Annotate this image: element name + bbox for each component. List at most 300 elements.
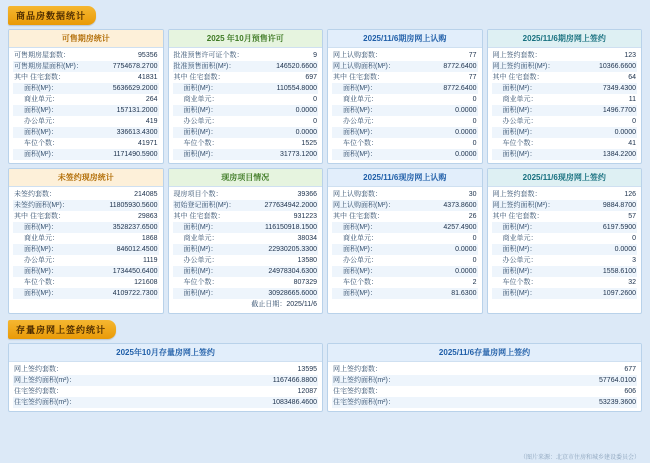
data-row xyxy=(332,94,478,105)
row-value: 5636629.2000 xyxy=(112,85,158,92)
newhouse-card-grid xyxy=(8,29,642,164)
row-label: 面积(M²)： xyxy=(183,268,218,275)
row-label: 面积(M²)： xyxy=(343,224,377,231)
card-presale-available xyxy=(8,29,164,164)
row-label: 其中 住宅套数： xyxy=(333,74,384,81)
data-row xyxy=(332,266,478,277)
row-label: 办公单元： xyxy=(502,257,538,264)
row-label: 办公单元： xyxy=(502,118,538,125)
row-value: 0.0000 xyxy=(614,129,636,136)
data-row xyxy=(173,61,319,72)
data-row xyxy=(13,364,318,375)
data-row xyxy=(332,116,478,127)
row-label: 初始登记面积(M²)： xyxy=(173,202,236,209)
row-value: 1083486.4600 xyxy=(272,399,317,406)
row-value: 8772.6400 xyxy=(443,85,477,92)
data-row xyxy=(492,288,638,299)
row-value: 53239.3600 xyxy=(599,399,636,406)
data-row xyxy=(332,255,478,266)
row-value: 606 xyxy=(624,388,636,395)
row-label: 面积(M²)： xyxy=(24,151,58,158)
row-value: 697 xyxy=(305,74,317,81)
row-value: 157131.2000 xyxy=(116,107,158,114)
row-value: 30 xyxy=(468,191,477,198)
row-value: 1558.6100 xyxy=(602,268,636,275)
row-value: 3528237.6500 xyxy=(112,224,158,231)
row-label: 面积(M²)： xyxy=(183,224,218,231)
data-row xyxy=(13,83,159,94)
data-row xyxy=(13,61,159,72)
data-row xyxy=(332,386,637,397)
row-label: 办公单元： xyxy=(343,118,378,125)
data-row xyxy=(13,50,159,61)
card-rows xyxy=(328,48,482,163)
row-value: 4109722.7300 xyxy=(112,290,158,297)
row-label: 面积(M²)： xyxy=(343,246,377,253)
card-rows xyxy=(169,48,323,163)
row-label: 面积(M²)： xyxy=(502,107,537,114)
row-label: 面积(M²)： xyxy=(502,268,537,275)
row-value: 7754678.2700 xyxy=(112,63,158,70)
row-value: 0 xyxy=(313,118,317,125)
data-row xyxy=(332,364,637,375)
row-value: 41831 xyxy=(138,74,158,81)
data-row xyxy=(13,233,159,244)
row-value: 0.0000 xyxy=(455,268,477,275)
source-footnote: （图片来源：北京市住房和城乡建设委员会） xyxy=(519,455,640,461)
row-value: 0 xyxy=(472,235,477,242)
row-label: 面积(M²)： xyxy=(183,151,218,158)
row-label: 网上认购套数： xyxy=(333,52,382,59)
row-value: 22930205.3300 xyxy=(268,246,317,253)
row-value: 4257.4900 xyxy=(443,224,477,231)
row-value: 9 xyxy=(313,52,317,59)
row-label: 面积(M²)： xyxy=(24,107,58,114)
data-row xyxy=(13,116,159,127)
row-label: 可售期房屋面积(M²)： xyxy=(14,63,83,70)
row-label: 住宅签约面积(m²)： xyxy=(333,399,395,406)
row-label: 网上签约套数： xyxy=(14,366,63,373)
row-value: 0.0000 xyxy=(455,129,477,136)
section-title-newhouse: 商品房数据统计 xyxy=(8,6,96,25)
row-label: 其中 住宅套数： xyxy=(14,74,65,81)
row-label: 其中 住宅套数： xyxy=(492,74,544,81)
data-row xyxy=(173,255,319,266)
data-row xyxy=(492,211,638,222)
data-row xyxy=(173,222,319,233)
data-row xyxy=(173,116,319,127)
data-row xyxy=(492,233,638,244)
row-label: 网上签约面积(m²)： xyxy=(14,377,76,384)
row-value: 0 xyxy=(472,140,477,147)
card-existing-online-contract xyxy=(487,168,643,314)
data-row xyxy=(13,386,318,397)
row-value: 11805930.5600 xyxy=(109,202,158,209)
newhouse-card-grid-second xyxy=(8,168,642,314)
row-label: 其中 住宅套数： xyxy=(14,213,65,220)
row-label: 面积(M²)： xyxy=(502,129,537,136)
row-value: 931223 xyxy=(293,213,317,220)
data-row xyxy=(13,288,159,299)
row-label: 住宅签约套数： xyxy=(14,388,63,395)
data-row xyxy=(492,200,638,211)
row-value: 0.0000 xyxy=(295,129,317,136)
row-value: 24978304.6300 xyxy=(268,268,317,275)
card-rows xyxy=(328,187,482,302)
row-label: 车位个数： xyxy=(24,279,59,286)
card-rows xyxy=(9,362,322,411)
data-row xyxy=(492,222,638,233)
data-row xyxy=(332,211,478,222)
row-value: 95356 xyxy=(138,52,158,59)
data-row xyxy=(492,189,638,200)
data-row xyxy=(13,266,159,277)
card-rows xyxy=(169,187,323,313)
data-row xyxy=(492,138,638,149)
row-value: 110554.8000 xyxy=(276,85,317,92)
data-row xyxy=(332,244,478,255)
row-value: 419 xyxy=(145,118,158,125)
card-title: 现房项目情况 xyxy=(169,169,323,187)
row-label: 网上认购套数： xyxy=(333,191,382,198)
data-row xyxy=(13,105,159,116)
row-label: 其中 住宅套数： xyxy=(173,213,225,220)
row-label: 商业单元： xyxy=(502,96,538,103)
row-label: 商业单元： xyxy=(24,235,59,242)
row-value: 1868 xyxy=(141,235,158,242)
row-label: 面积(M²)： xyxy=(343,85,377,92)
card-rows xyxy=(9,48,163,163)
data-row xyxy=(173,72,319,83)
row-value: 336613.4300 xyxy=(116,129,158,136)
card-stock-contract-oct xyxy=(8,343,323,412)
card-presale-online-subscription xyxy=(327,29,483,164)
row-value: 0.0000 xyxy=(455,246,477,253)
card-title: 2025/11/6期房网上认购 xyxy=(328,30,482,48)
row-label: 未签约面积(M²)： xyxy=(14,202,69,209)
data-row xyxy=(13,222,159,233)
data-row xyxy=(492,50,638,61)
row-label: 住宅签约套数： xyxy=(333,388,382,395)
row-value: 38034 xyxy=(297,235,317,242)
row-label: 商业单元： xyxy=(24,96,59,103)
row-value: 1384.2200 xyxy=(602,151,636,158)
row-value: 12087 xyxy=(297,388,317,395)
row-value: 32 xyxy=(628,279,636,286)
row-label: 面积(M²)： xyxy=(183,107,218,114)
data-row xyxy=(492,105,638,116)
data-row xyxy=(332,50,478,61)
data-row xyxy=(173,149,319,160)
data-row xyxy=(492,127,638,138)
card-title: 2025/11/6现房网上签约 xyxy=(488,169,642,187)
data-row xyxy=(492,72,638,83)
row-value: 126 xyxy=(624,191,636,198)
row-label: 现房项目个数： xyxy=(173,191,223,198)
row-label: 办公单元： xyxy=(183,257,219,264)
row-value: 77 xyxy=(468,52,477,59)
row-value: 13595 xyxy=(297,366,317,373)
row-value: 0 xyxy=(472,118,477,125)
row-label: 网上签约套数： xyxy=(492,52,542,59)
row-label: 面积(M²)： xyxy=(343,290,377,297)
card-title: 2025/11/6现房网上认购 xyxy=(328,169,482,187)
data-row xyxy=(492,244,638,255)
data-row xyxy=(492,116,638,127)
data-row xyxy=(332,105,478,116)
row-value: 29863 xyxy=(138,213,158,220)
data-row xyxy=(332,277,478,288)
card-presale-permit-oct xyxy=(168,29,324,164)
row-value: 7349.4300 xyxy=(602,85,636,92)
data-row xyxy=(13,211,159,222)
data-row xyxy=(13,149,159,160)
data-row xyxy=(492,94,638,105)
data-row xyxy=(332,200,478,211)
row-label: 面积(M²)： xyxy=(343,107,377,114)
row-label: 截止日期： xyxy=(251,301,287,308)
row-label: 其中 住宅套数： xyxy=(173,74,225,81)
row-label: 批准预售许可证个数： xyxy=(173,52,244,59)
row-label: 商业单元： xyxy=(343,96,378,103)
row-value: 116150918.1500 xyxy=(264,224,317,231)
data-row xyxy=(13,200,159,211)
row-label: 其中 住宅套数： xyxy=(333,213,384,220)
card-title: 2025年10月存量房网上签约 xyxy=(9,344,322,362)
data-row xyxy=(173,200,319,211)
row-label: 网上签约面积(M²)： xyxy=(492,63,555,70)
row-label: 面积(M²)： xyxy=(502,224,537,231)
row-value: 77 xyxy=(468,74,477,81)
data-row xyxy=(13,72,159,83)
row-label: 车位个数： xyxy=(343,279,378,286)
row-label: 面积(M²)： xyxy=(343,129,377,136)
row-label: 面积(M²)： xyxy=(24,246,58,253)
row-value: 0.0000 xyxy=(614,246,636,253)
card-stock-contract-day xyxy=(327,343,642,412)
row-value: 81.6300 xyxy=(451,290,477,297)
data-row xyxy=(173,94,319,105)
row-label: 商业单元： xyxy=(343,235,378,242)
row-label: 办公单元： xyxy=(24,118,59,125)
row-label: 其中 住宅套数： xyxy=(492,213,544,220)
row-value: 41971 xyxy=(138,140,158,147)
card-rows xyxy=(488,187,642,302)
data-row xyxy=(332,61,478,72)
row-label: 住宅签约面积(m²)： xyxy=(14,399,76,406)
data-row xyxy=(173,233,319,244)
data-row xyxy=(13,138,159,149)
data-row xyxy=(332,189,478,200)
row-value: 41 xyxy=(628,140,636,147)
row-value: 0.0000 xyxy=(455,151,477,158)
row-label: 面积(M²)： xyxy=(24,129,58,136)
data-row xyxy=(332,72,478,83)
card-title: 2025 年10月预售许可 xyxy=(169,30,323,48)
row-label: 网上签约面积(m²)： xyxy=(333,377,395,384)
data-row xyxy=(492,149,638,160)
row-label: 网上签约面积(M²)： xyxy=(492,202,555,209)
card-presale-online-contract xyxy=(487,29,643,164)
data-row xyxy=(13,375,318,386)
row-value: 0.0000 xyxy=(295,107,317,114)
row-value: 11 xyxy=(628,96,636,103)
row-value: 6197.5900 xyxy=(602,224,636,231)
row-label: 面积(M²)： xyxy=(24,224,58,231)
row-value: 64 xyxy=(628,74,636,81)
row-label: 商业单元： xyxy=(183,96,219,103)
row-label: 网上认购面积(M²)： xyxy=(333,63,395,70)
row-value: 8772.6400 xyxy=(443,63,477,70)
data-row xyxy=(173,277,319,288)
row-label: 面积(M²)： xyxy=(183,290,218,297)
row-value: 214085 xyxy=(134,191,158,198)
row-label: 面积(M²)： xyxy=(502,151,537,158)
card-title: 2025/11/6期房网上签约 xyxy=(488,30,642,48)
row-value: 3 xyxy=(632,257,636,264)
row-value: 0 xyxy=(472,257,477,264)
data-row xyxy=(173,266,319,277)
data-row xyxy=(332,397,637,408)
row-value: 13580 xyxy=(297,257,317,264)
section-title-stock: 存量房网上签约统计 xyxy=(8,320,116,339)
row-value: 0.0000 xyxy=(455,107,477,114)
data-row xyxy=(13,255,159,266)
row-label: 车位个数： xyxy=(183,279,219,286)
row-label: 办公单元： xyxy=(24,257,59,264)
row-value: 57 xyxy=(628,213,636,220)
row-value: 1097.2600 xyxy=(602,290,636,297)
row-label: 商业单元： xyxy=(502,235,538,242)
row-label: 办公单元： xyxy=(343,257,378,264)
row-value: 30928665.6000 xyxy=(268,290,317,297)
data-cutoff-date xyxy=(173,299,319,310)
data-row xyxy=(173,127,319,138)
row-label: 网上签约套数： xyxy=(492,191,542,198)
row-label: 办公单元： xyxy=(183,118,219,125)
card-rows xyxy=(9,187,163,302)
row-label: 面积(M²)： xyxy=(502,246,537,253)
row-value: 1171490.5900 xyxy=(113,151,158,158)
row-value: 846012.4500 xyxy=(116,246,158,253)
row-value: 677 xyxy=(624,366,636,373)
data-row xyxy=(173,83,319,94)
data-row xyxy=(332,138,478,149)
card-title: 未签约现房统计 xyxy=(9,169,163,187)
data-row xyxy=(173,244,319,255)
row-value: 264 xyxy=(145,96,158,103)
row-value: 146520.6600 xyxy=(276,63,317,70)
data-row xyxy=(13,127,159,138)
row-value: 1496.7700 xyxy=(602,107,636,114)
data-row xyxy=(173,138,319,149)
row-label: 面积(M²)： xyxy=(343,268,377,275)
card-rows xyxy=(488,48,642,163)
data-row xyxy=(492,83,638,94)
row-label: 面积(M²)： xyxy=(183,129,218,136)
data-row xyxy=(332,375,637,386)
data-row xyxy=(332,233,478,244)
row-value: 31773.1200 xyxy=(280,151,317,158)
row-value: 121608 xyxy=(134,279,158,286)
row-label: 面积(M²)： xyxy=(183,246,218,253)
data-row xyxy=(173,189,319,200)
data-row xyxy=(13,277,159,288)
row-label: 面积(M²)： xyxy=(502,290,537,297)
row-label: 车位个数： xyxy=(24,140,59,147)
row-value: 57764.0100 xyxy=(599,377,636,384)
row-value: 9884.8700 xyxy=(602,202,636,209)
card-existing-project-status xyxy=(168,168,324,314)
data-row xyxy=(173,211,319,222)
data-row xyxy=(332,83,478,94)
data-row xyxy=(492,255,638,266)
row-label: 面积(M²)： xyxy=(24,268,58,275)
data-row xyxy=(492,266,638,277)
row-value: 26 xyxy=(468,213,477,220)
row-label: 面积(M²)： xyxy=(502,85,537,92)
row-label: 可售期房屋套数： xyxy=(14,52,70,59)
data-row xyxy=(13,94,159,105)
row-label: 车位个数： xyxy=(502,279,538,286)
row-label: 面积(M²)： xyxy=(183,85,218,92)
row-label: 批准预售面积(M²)： xyxy=(173,63,236,70)
row-value: 2025/11/6 xyxy=(286,301,317,308)
card-existing-online-subscription xyxy=(327,168,483,314)
card-title: 可售期房统计 xyxy=(9,30,163,48)
stock-card-grid xyxy=(8,343,642,412)
row-label: 车位个数： xyxy=(183,140,219,147)
row-label: 车位个数： xyxy=(343,140,378,147)
row-label: 网上签约套数： xyxy=(333,366,382,373)
row-label: 车位个数： xyxy=(502,140,538,147)
row-value: 1119 xyxy=(142,257,158,264)
row-value: 0 xyxy=(632,118,636,125)
row-label: 未签约套数： xyxy=(14,191,56,198)
data-row xyxy=(332,127,478,138)
data-row xyxy=(173,50,319,61)
row-value: 1734450.6400 xyxy=(112,268,158,275)
row-value: 1525 xyxy=(301,140,317,147)
row-value: 0 xyxy=(313,96,317,103)
data-row xyxy=(173,105,319,116)
row-value: 277634942.2000 xyxy=(264,202,317,209)
data-row xyxy=(492,277,638,288)
row-label: 面积(M²)： xyxy=(343,151,377,158)
row-value: 10366.6600 xyxy=(599,63,636,70)
row-value: 4373.8600 xyxy=(443,202,477,209)
row-value: 2 xyxy=(472,279,477,286)
data-row xyxy=(492,61,638,72)
row-label: 商业单元： xyxy=(183,235,219,242)
row-value: 1167466.8800 xyxy=(272,377,317,384)
data-row xyxy=(332,222,478,233)
row-value: 39366 xyxy=(297,191,317,198)
data-row xyxy=(332,288,478,299)
data-row xyxy=(13,244,159,255)
card-rows xyxy=(328,362,641,411)
row-label: 网上认购面积(M²)： xyxy=(333,202,395,209)
row-value: 123 xyxy=(624,52,636,59)
row-label: 面积(M²)： xyxy=(24,290,58,297)
data-row xyxy=(173,288,319,299)
row-label: 面积(M²)： xyxy=(24,85,58,92)
data-row xyxy=(13,189,159,200)
card-title: 2025/11/6存量房网上签约 xyxy=(328,344,641,362)
row-value: 0 xyxy=(632,235,636,242)
row-value: 807329 xyxy=(293,279,317,286)
card-unsigned-existing xyxy=(8,168,164,314)
